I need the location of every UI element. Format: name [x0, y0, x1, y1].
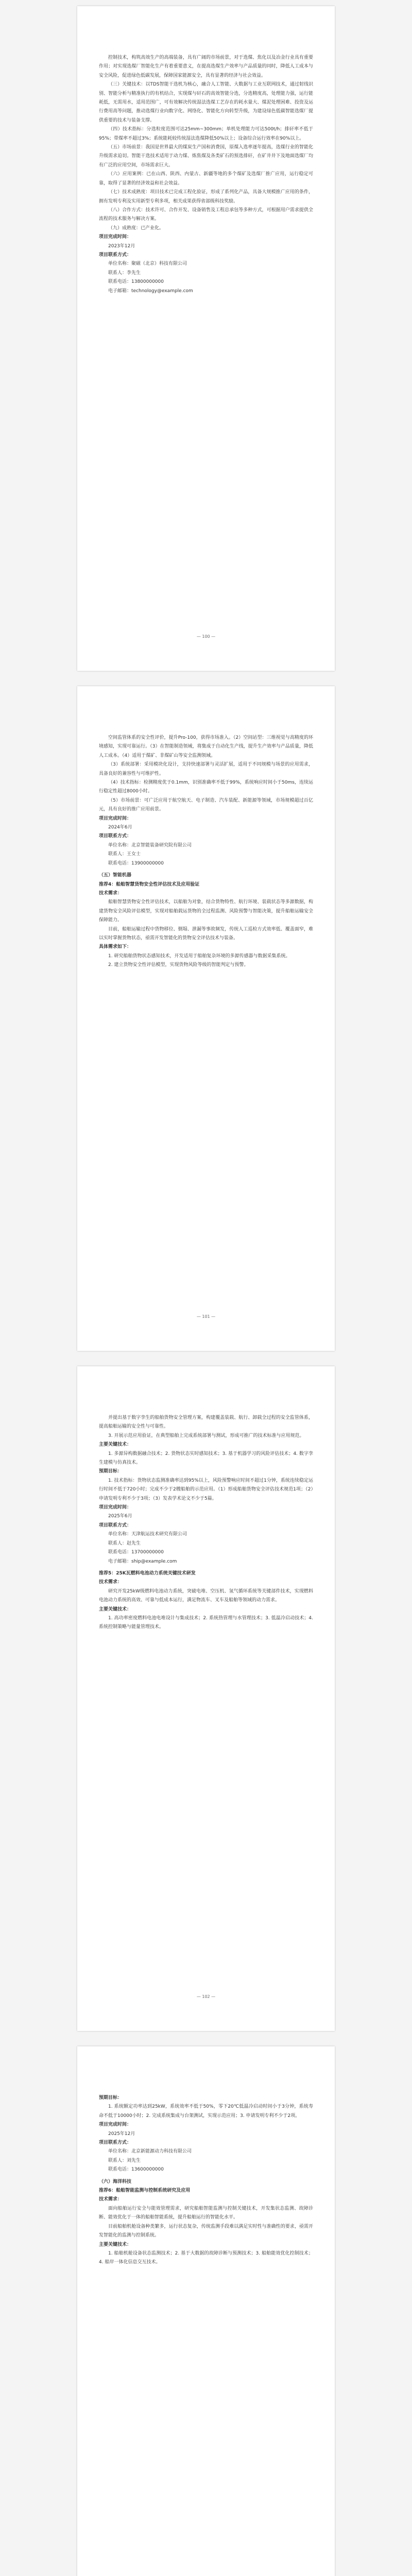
paragraph: 空间监管体系的安全性评价，提升Pro-100，获得市场准入。（2）空间站型：三维视觉与高精度的环境感知，实现可靠运行。（3）在智能制造领域，将集成于自动化生产线，提升生产效率与产品质量，降低人工成本。（4）适用于煤矿、非煤矿山等安全监测领域。 [99, 735, 313, 758]
paragraph: 电子邮箱：technology@example.com [108, 288, 193, 294]
paragraph: 目前船舶机舱设备种类繁多，运行状态复杂，传统监测手段难以满足实时性与准确性的要求，亟需开发智能化的监测与控制系统。 [99, 2224, 313, 2239]
section-heading: 预期目标： [99, 1469, 123, 1475]
paragraph: （八）合作方式：技术许可、合作开发、设备销售及工程总承包等多种方式，可根据用户需求提供全流程的技术服务与解决方案。 [99, 207, 313, 222]
document-page [77, 1366, 335, 2031]
paragraph: （四）技术指标：分选粒度范围可达25mm~300mm；单机处理能力可达500t/h；排矸率不低于95%；带煤率不超过3%；系统能耗较传统湿法选煤降低50%以上；设备综合运行效率在90%以上。 [99, 127, 313, 141]
paragraph: 联系电话：13600000000 [108, 2167, 164, 2173]
paragraph: （七）技术成熟度：项目技术已完成工程化验证，形成了系列化产品，具备大规模推广应用的条件，拥有发明专利及实用新型专利多项，相关成果获得省部级科技奖励。 [99, 190, 313, 204]
paragraph: 电子邮箱：ship@example.com [108, 1558, 177, 1564]
paragraph: （3）系统部署：采用模块化设计，支持快速部署与灵活扩展，适用于不同规模与场景的应用需求，具备良好的兼容性与可维护性。 [99, 762, 313, 776]
page-number: — 102 — [196, 1994, 216, 1999]
paragraph: 控制技术，构筑高效生产的高端装备，具有广阔的市场前景，对于选煤、焦化以及冶金行业具有重要作用；对实现选煤厂智能化生产有着重要意义，在提高选煤生产效率与产品质量的同时，降低人工成本与安全风险，促进绿色低碳发展，保障国家能源安全，具有显著的经济与社会效益。 [99, 55, 313, 78]
document-page [77, 686, 335, 1351]
section-heading: 推荐5：25K瓦燃料电池动力系统关键技术研发 [99, 1570, 196, 1576]
section-heading: 技术需求： [99, 1580, 123, 1585]
paragraph: （三）关键技术：以TDS智能干选机为核心，融合人工智能、大数据与工业互联网技术，通过射线识别、智能分析与精准执行的有机结合，实现煤与矸石的高效智能分选，分选精度高，处理能力强，运行能耗低，无需用水，适用范围广，可有效解决传统湿法选煤工艺存在的耗水量大、煤泥处理困难、投资及运行费用高等问题，推动选煤行业向数字化、网络化、智能化方向转型升级，为建设绿色低碳智能选煤厂提供重要的技术与装备支撑。 [99, 82, 313, 123]
paragraph: 联系人：李先生 [108, 270, 141, 276]
paragraph: 2024年6月 [108, 825, 132, 831]
paragraph: 2023年12月 [108, 243, 135, 249]
section-heading: 项目联系方式： [99, 252, 132, 258]
section-heading: 项目联系方式： [99, 2140, 132, 2146]
paragraph: 并提出基于数字孪生的船舶货物安全管理方案，构建覆盖装载、航行、卸载全过程的安全监管体系，提高船舶运输的安全性与可靠性。 [99, 1415, 313, 1430]
paragraph: 联系人：刘先生 [108, 2158, 141, 2163]
document-page [77, 2046, 335, 2576]
page-number: — 100 — [196, 634, 216, 639]
paragraph: 单位名称：北京新能源动力科技有限公司 [108, 2149, 192, 2155]
section-heading: （五）智能机器 [99, 873, 132, 878]
paragraph: 目前，船舶运输过程中货物移位、倒塌、泄漏等事故频发，传统人工巡检方式效率低、覆盖面窄，难以实时掌握货物状态，亟需开发智能化的货物安全评估技术与装备。 [99, 926, 313, 941]
paragraph: 1. 多源异构数据融合技术；2. 货物状态实时感知技术；3. 基于机器学习的风险评估技术；4. 数字孪生建模与仿真技术。 [99, 1451, 313, 1466]
paragraph: 面向船舶运行安全与能效管理需求，研究船舶智能监测与控制关键技术，开发集状态监测、故障诊断、能效优化于一体的船舶智能系统，提升船舶运行的智能化水平。 [99, 2206, 313, 2221]
paragraph: 联系人：赵先生 [108, 1540, 141, 1546]
paragraph: （五）市场前景：我国是世界最大的煤炭生产国和消费国，原煤入选率逐年提高，选煤行业的智能化升级需求迫切。智能干选技术适用于动力煤、炼焦煤及各类矿石的预选排矸，在矿井井下及地面选煤厂均有广泛的应用空间，市场需求巨大。 [99, 145, 313, 168]
section-heading: 项目完成时间： [99, 1505, 132, 1511]
paragraph: 联系电话：13700000000 [108, 1550, 164, 1555]
section-heading: 主要关键技术： [99, 1606, 132, 1612]
section-heading: 推荐6：船舶智能监测与控制系统研究及应用 [99, 2188, 191, 2194]
section-heading: 项目完成时间： [99, 2122, 132, 2128]
section-heading: 预期目标： [99, 2095, 123, 2100]
paragraph: 联系人：王女士 [108, 852, 141, 857]
section-heading: 项目联系方式： [99, 834, 132, 839]
paragraph: 1. 船舶机舱设备状态监测技术；2. 基于大数据的故障诊断与预测技术；3. 船舶能效优化控制技术；4. 船岸一体化信息交互技术。 [99, 2250, 313, 2265]
paragraph: （六）应用案例：已在山西、陕西、内蒙古、新疆等地的多个煤矿及选煤厂推广应用，运行稳定可靠，取得了显著的经济效益和社会效益。 [99, 172, 313, 186]
document-page [77, 6, 335, 671]
paragraph: 3. 开展示范应用验证，在典型船舶上完成系统部署与测试，形成可推广的技术标准与应用规范。 [108, 1433, 304, 1438]
section-heading: 项目完成时间： [99, 234, 132, 240]
section-heading: 主要关键技术： [99, 1442, 132, 1448]
paragraph: 2025年12月 [108, 2131, 135, 2137]
paragraph: （4）技术指标：检测精度优于0.1mm，识别准确率不低于99%，系统响应时间小于50ms，连续运行稳定性超过8000小时。 [99, 780, 313, 794]
section-heading: 主要关键技术： [99, 2242, 132, 2247]
paragraph: 研究开发25kW级燃料电池动力系统，突破电堆、空压机、氢气循环系统等关键部件技术，实现燃料电池动力系统的高效、可靠与低成本运行，满足物流车、叉车及船舶等领域的动力需求。 [99, 1588, 313, 1603]
paragraph: 单位名称：聚磁（北京）科技有限公司 [108, 261, 187, 267]
section-heading: 项目联系方式： [99, 1522, 132, 1528]
paragraph: 1. 系统额定功率达到25kW，系统效率不低于50%，零下20℃低温冷启动时间小于3分钟，系统寿命不低于10000小时；2. 完成系统集成与台架测试，实现示范应用；3. 申请发明专利不少于2项。 [99, 2104, 313, 2119]
paragraph: （5）市场前景：可广泛应用于航空航天、电子制造、汽车装配、新能源等领域，市场规模超过百亿元，具有良好的推广应用前景。 [99, 798, 313, 812]
section-heading: 技术需求： [99, 890, 123, 896]
section-heading: 具体需求如下： [99, 944, 132, 950]
paragraph: 2025年6月 [108, 1514, 132, 1519]
paragraph: 1. 技术指标：货物状态监测准确率达到95%以上，风险预警响应时间不超过1分钟，系统连续稳定运行时间不低于720小时；完成不少于2艘船舶的示范应用。（1）形成船舶货物安全评估技术规范1项；（2）申请发明专利不少于3项；（3）发表学术论文不少于5篇。 [99, 1478, 313, 1501]
paragraph: 联系电话：13800000000 [108, 279, 164, 285]
paragraph: （九）成熟度：已产业化。 [108, 225, 164, 231]
section-heading: （六）海洋科技 [99, 2179, 132, 2184]
paragraph: 单位名称：北京智能装备研究院有限公司 [108, 842, 192, 848]
section-heading: 推荐4：船舶智慧货物安全性评估技术及应用验证 [99, 882, 200, 887]
paragraph: 1. 高功率密度燃料电池电堆设计与集成技术；2. 系统热管理与水管理技术；3. 低温冷启动技术；4. 系统控制策略与能量管理技术。 [99, 1615, 313, 1630]
paragraph: 联系电话：13900000000 [108, 860, 164, 866]
page-number: — 101 — [196, 1314, 216, 1319]
paragraph: 单位名称：天津航运技术研究有限公司 [108, 1532, 187, 1537]
paragraph: 船舶智慧货物安全性评估技术，以船舶为对象，结合货物特性、航行环境、装载状态等多源数据，构建货物安全风险评估模型，实现对船舶载运货物的全过程监测、风险预警与智能决策，提升船舶运输安全保障能力。 [99, 900, 313, 923]
paragraph: 2. 建立货物安全性评估模型，实现货物风险等级的智能判定与预警。 [108, 962, 249, 968]
section-heading: 项目完成时间： [99, 816, 132, 821]
paragraph: 1. 研究船舶货物状态感知技术，开发适用于船舶复杂环境的多源传感器与数据采集系统。 [108, 953, 290, 959]
section-heading: 技术需求： [99, 2197, 123, 2202]
